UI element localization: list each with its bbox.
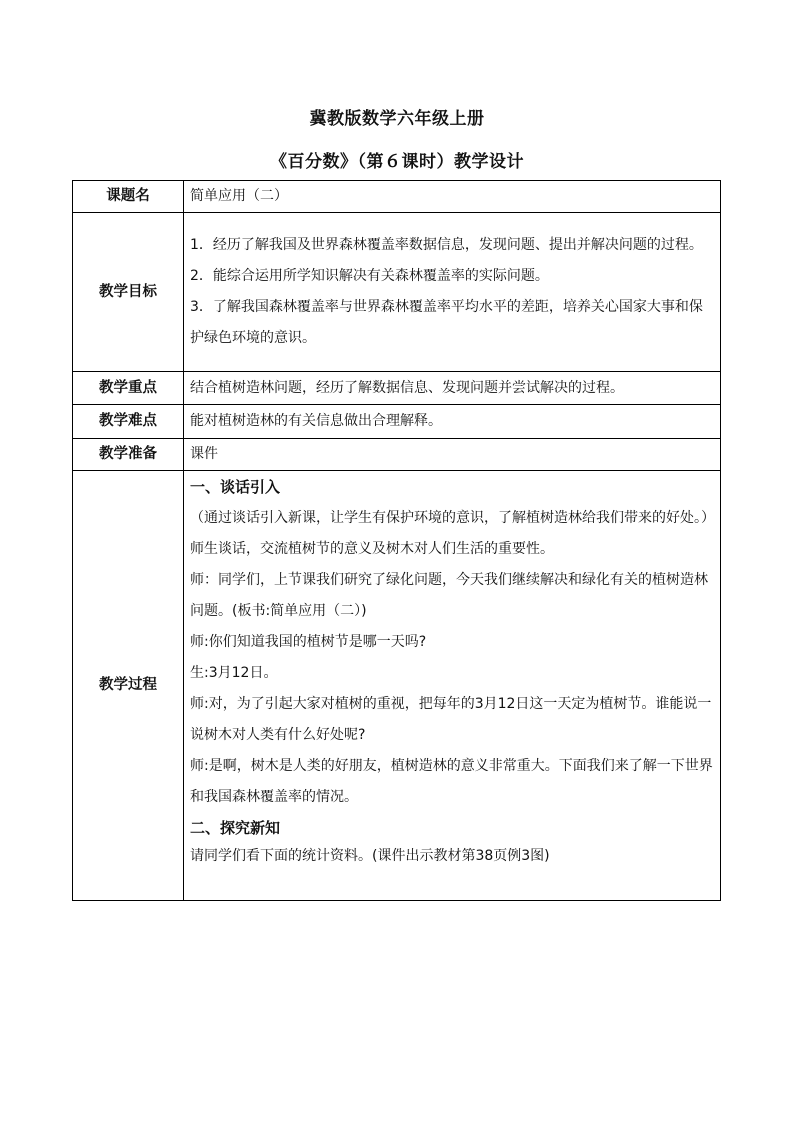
row-difficulty (73, 405, 721, 439)
row-key (73, 372, 721, 405)
label-prep: 教学准备 (73, 439, 184, 471)
goal-item: 1．经历了解我国及世界森林覆盖率数据信息，发现问题、提出并解决问题的过程。 (190, 237, 703, 253)
value-topic: 简单应用（二） (184, 181, 721, 213)
label-process: 教学过程 (73, 471, 184, 901)
label-difficulty: 教学难点 (73, 405, 184, 439)
value-process (184, 471, 721, 901)
lesson-plan-table (72, 180, 721, 901)
process-line: 师:是啊，树木是人类的好朋友，植树造林的意义非常重大。下面我们来了解一下世界和我国森林覆盖率的情况。 (190, 758, 713, 805)
process-line: （通过谈话引入新课，让学生有保护环境的意识，了解植树造林给我们带来的好处。） (190, 510, 715, 526)
label-goals: 教学目标 (73, 213, 184, 372)
process-line: 师:你们知道我国的植树节是哪一天吗? (190, 634, 427, 650)
section-heading: 二、探究新知 (190, 819, 281, 837)
row-prep (73, 439, 721, 471)
section-heading: 一、谈话引入 (190, 478, 281, 496)
value-prep: 课件 (184, 439, 721, 471)
process-line: 师生谈话，交流植树节的意义及树木对人们生活的重要性。 (190, 541, 554, 557)
document-title: 冀教版数学六年级上册 (309, 109, 485, 129)
row-topic (73, 181, 721, 213)
process-line: 师：同学们，上节课我们研究了绿化问题，今天我们继续解决和绿化有关的植树造林问题。(板书:简单应用（二）) (190, 572, 708, 619)
goal-item: 2．能综合运用所学知识解决有关森林覆盖率的实际问题。 (190, 268, 549, 284)
value-goals (184, 213, 721, 372)
process-line: 请同学们看下面的统计资料。(课件出示教材第38页例3图) (190, 848, 550, 864)
value-key: 结合植树造林问题，经历了解数据信息、发现问题并尝试解决的过程。 (184, 372, 721, 405)
label-key: 教学重点 (73, 372, 184, 405)
goal-item: 3．了解我国森林覆盖率与世界森林覆盖率平均水平的差距，培养关心国家大事和保护绿色环境的意识。 (190, 299, 703, 346)
value-difficulty: 能对植树造林的有关信息做出合理解释。 (184, 405, 721, 439)
document-subtitle: 《百分数》（第６课时）教学设计 (270, 152, 524, 172)
row-process (73, 471, 721, 901)
label-topic: 课题名 (73, 181, 184, 213)
process-line: 生:3月12日。 (190, 665, 278, 681)
process-line: 师:对，为了引起大家对植树的重视，把每年的3月12日这一天定为植树节。谁能说一说树木对人类有什么好处呢? (190, 696, 712, 743)
row-goals (73, 213, 721, 372)
